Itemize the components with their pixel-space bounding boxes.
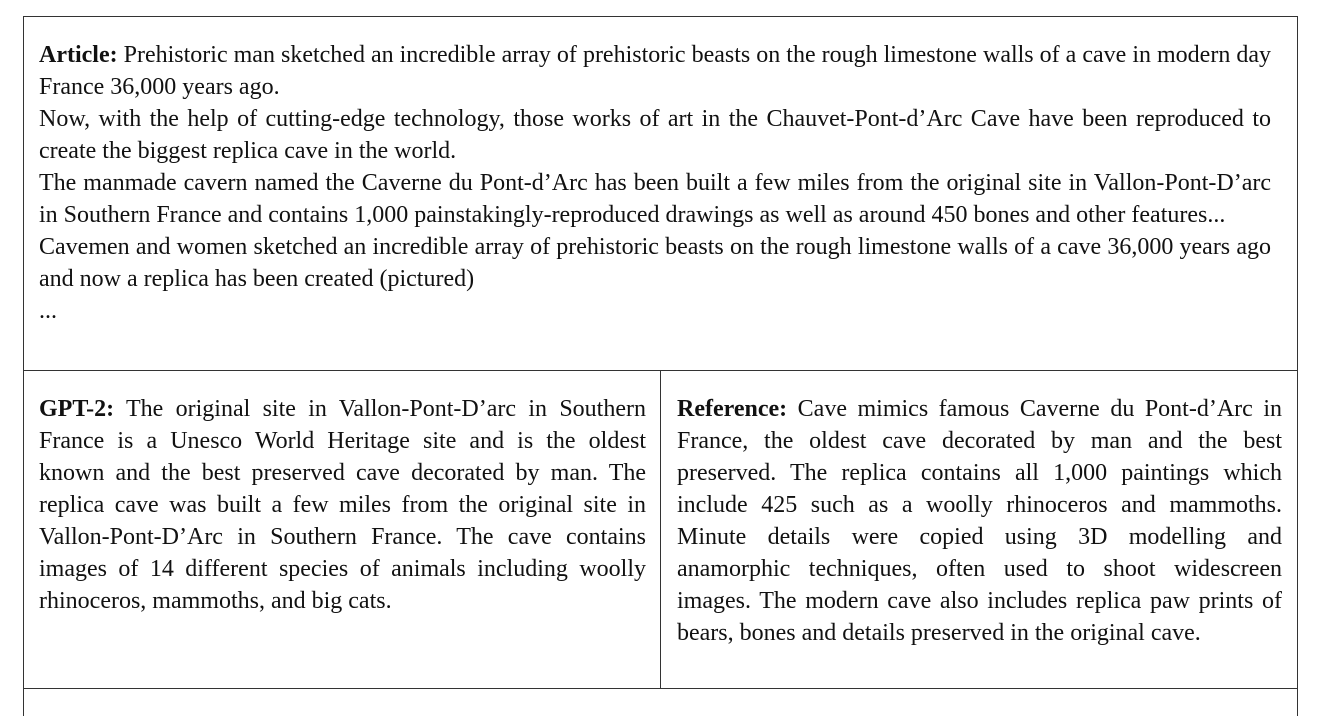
article-cell (24, 17, 1297, 371)
article-label: Article: (39, 42, 118, 68)
article-ellipsis: ... (39, 298, 57, 324)
gpt2-summary (39, 393, 646, 617)
reference-summary-text: Cave mimics famous Caverne du Pont-d’Arc in France, the oldest cave decorated by man and the best preserved. The replica contains all 1,000 paintings which include 425 such as a woolly rhinoceros and mammoths. Minute details were copied using 3D modelling and anamorphic techniques, often used to shoot widescreen images. The modern cave also includes replica paw prints of bears, bones and details preserved in the original cave. (677, 396, 1282, 646)
article-paragraph-1-text: Prehistoric man sketched an incredible array of prehistoric beasts on the rough limestone walls of a cave in modern day France 36,000 years ago. (39, 42, 1272, 100)
table-frame (23, 16, 1298, 716)
gpt2-cell (24, 371, 661, 688)
reference-summary (677, 393, 1282, 649)
gpt2-label: GPT-2: (39, 396, 115, 422)
article-paragraph-2: Now, with the help of cutting-edge technology, those works of art in the Chauvet-Pont-d’Arc Cave have been reproduced to create the biggest replica cave in the world. (39, 106, 1271, 164)
article-paragraph-4: Cavemen and women sketched an incredible array of prehistoric beasts on the rough limestone walls of a cave 36,000 years ago and now a replica has been created (pictured) (39, 234, 1271, 292)
summary-row (24, 371, 1297, 689)
gpt2-summary-text: The original site in Vallon-Pont-D’arc in Southern France is a Unesco World Heritage site and is the oldest known and the best preserved cave decorated by man. The replica cave was built a few miles from the original site in Vallon-Pont-D’Arc in Southern France. The cave contains images of 14 different species of animals including woolly rhinoceros, mammoths, and big cats. (39, 396, 646, 614)
reference-cell (661, 371, 1297, 688)
reference-label: Reference: (677, 396, 788, 422)
article-paragraph-1 (39, 39, 1271, 103)
article-paragraph-3: The manmade cavern named the Caverne du Pont-d’Arc has been built a few miles from the original site in Vallon-Pont-D’arc in Southern France and contains 1,000 painstakingly-reproduced drawings as well as around 450 bones and other features... (39, 170, 1271, 228)
